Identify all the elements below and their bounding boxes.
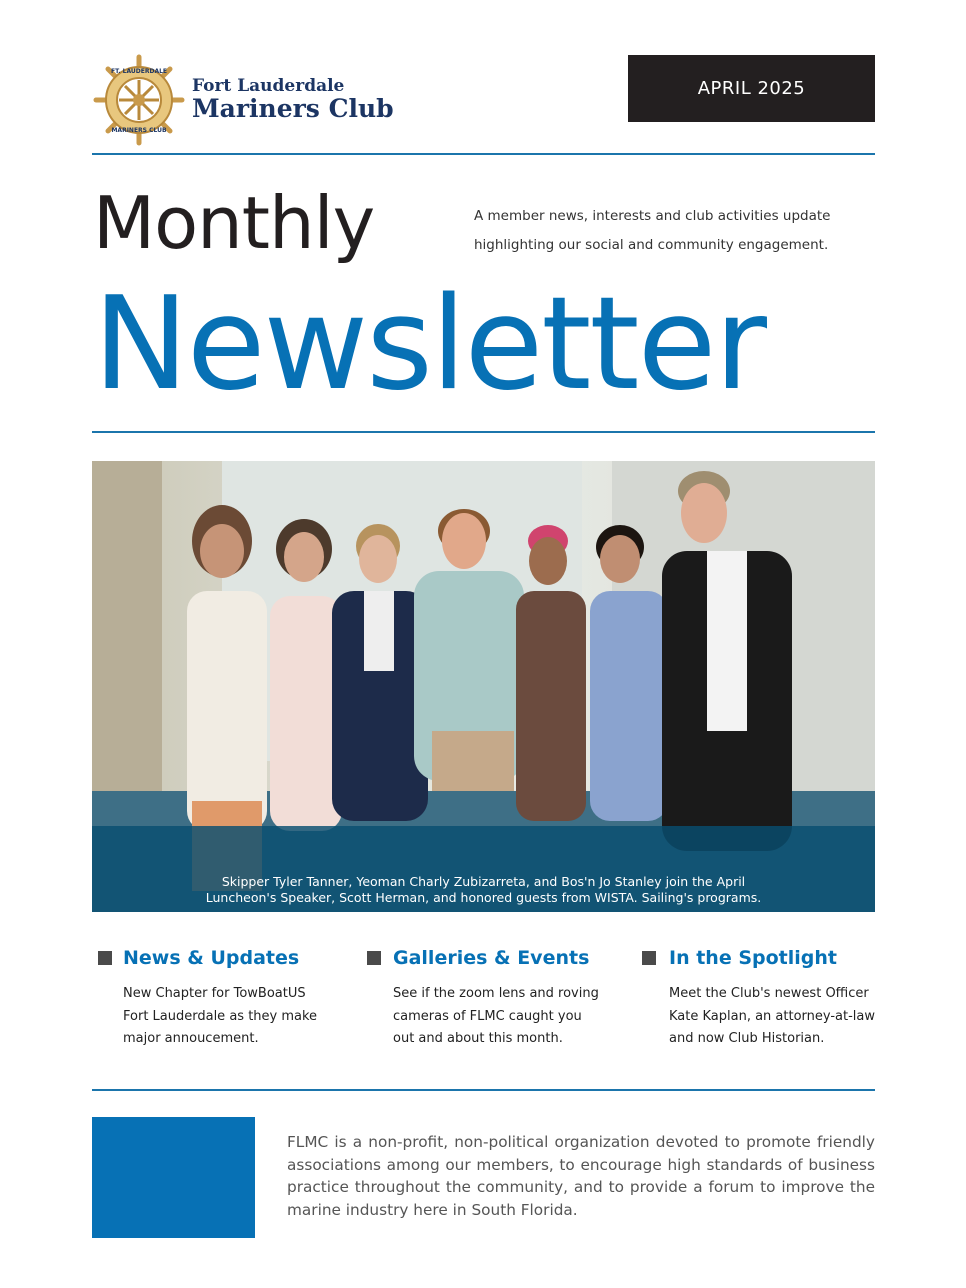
galleries-events-title[interactable]: Galleries & Events: [393, 947, 590, 969]
tagline: [474, 202, 884, 260]
galleries-events-body: [393, 983, 623, 1051]
photo-caption-line1: Skipper Tyler Tanner, Yeoman Charly Zubizarreta, and Bos'n Jo Stanley join the April: [221, 874, 746, 889]
issue-date-badge: [628, 55, 875, 122]
issue-date: APRIL 2025: [697, 78, 806, 99]
logo-ring-text-top: FT. LAUDERDALE: [110, 68, 168, 75]
group-photo-illustration: [92, 461, 875, 912]
masthead-divider: [92, 431, 875, 433]
club-name-line2: Mariners Club: [192, 94, 394, 123]
photo-caption-line2: Luncheon's Speaker, Scott Herman, and honored guests from WISTA. Sailing's programs.: [205, 890, 762, 905]
news-updates-line: New Chapter for TowBoatUS: [123, 986, 306, 1001]
photo-caption: [92, 874, 875, 906]
news-updates-line: Fort Lauderdale as they make: [123, 1008, 318, 1024]
tagline-line1: A member news, interests and club activities update: [474, 208, 831, 224]
title-monthly: Monthly: [93, 181, 375, 265]
galleries-events-line: cameras of FLMC caught you: [393, 1008, 582, 1024]
bullet-square-icon: [642, 951, 656, 965]
club-name-line1: Fort Lauderdale: [192, 76, 345, 96]
ships-wheel-icon: [92, 54, 187, 146]
top-divider: [92, 153, 875, 155]
spotlight-title[interactable]: In the Spotlight: [669, 947, 837, 969]
feature-photo: [92, 461, 875, 912]
spotlight-line: and now Club Historian.: [669, 1031, 825, 1046]
club-name: [192, 76, 394, 122]
spotlight-line: Kate Kaplan, an attorney-at-law: [669, 1008, 876, 1024]
galleries-events-line: See if the zoom lens and roving: [393, 986, 599, 1001]
news-updates-title[interactable]: News & Updates: [123, 947, 300, 969]
news-updates-body: [123, 983, 353, 1051]
spotlight-line: Meet the Club's newest Officer: [669, 986, 869, 1001]
logo-ring-text-bottom: MARINERS CLUB: [111, 127, 167, 134]
mission-statement: FLMC is a non-profit, non-political organization devoted to promote friendly associations among our members, to encourage high standards of business practice throughout the community, and to provide a forum to improve the marine industry here in South Florida.: [287, 1133, 875, 1219]
footer-divider: [92, 1089, 875, 1091]
bullet-square-icon: [98, 951, 112, 965]
news-updates-line: major annoucement.: [123, 1031, 259, 1046]
footer-color-block: [92, 1117, 255, 1238]
bullet-square-icon: [367, 951, 381, 965]
title-newsletter: Newsletter: [93, 270, 765, 419]
tagline-line2: highlighting our social and community engagement.: [474, 237, 829, 253]
galleries-events-line: out and about this month.: [393, 1031, 563, 1046]
spotlight-body: [669, 983, 899, 1051]
